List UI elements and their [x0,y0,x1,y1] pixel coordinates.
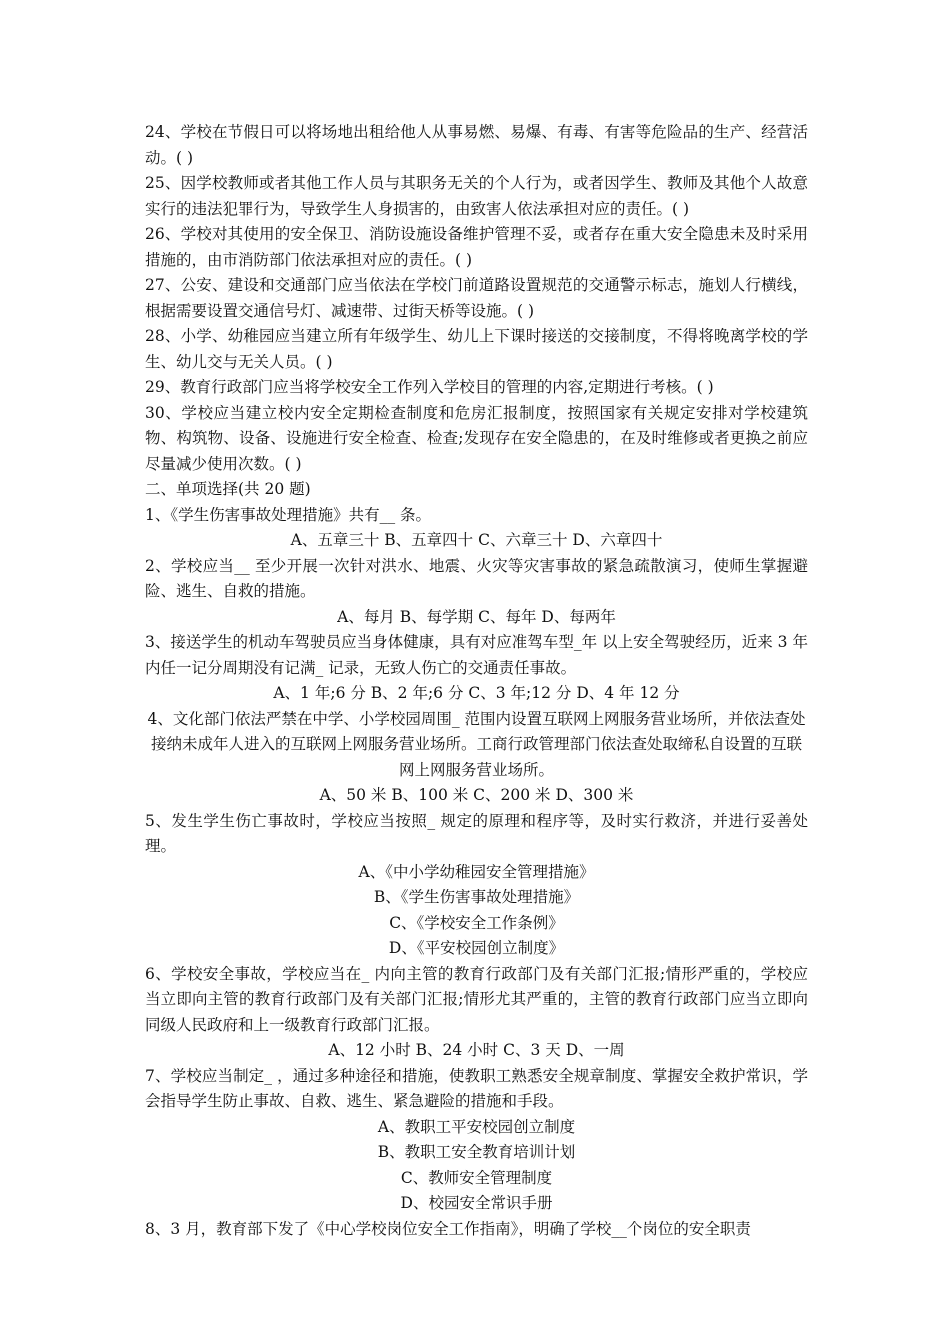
choice-options-6: A、12 小时 B、24 小时 C、3 天 D、一周 [328,1041,625,1059]
choice-question-6: 6、学校安全事故，学校应当在_ 内向主管的教育行政部门及有关部门汇报;情形严重的，学校应当立即向主管的教育行政部门及有关部门汇报;情形尤其严重的，主管的教育行政部门应当立即向同级人民政府和上一级教育行政部门汇报。 [145,964,808,1034]
choice-question-8: 8、3 月，教育部下发了《中心学校岗位安全工作指南》，明确了学校__个岗位的安全职责 [145,1219,751,1238]
choice-option-7c: C、教师安全管理制度 [400,1168,553,1187]
question-25: 25、因学校教师或者其他工作人员与其职务无关的个人行为，或者因学生、教师及其他个人故意实行的违法犯罪行为，导致学生人身损害的，由致害人依法承担对应的责任。( ) [145,174,808,218]
choice-option-5d: D、《平安校园创立制度》 [388,939,565,957]
choice-option-7a: A、教职工平安校园创立制度 [377,1117,576,1136]
choice-option-7d: D、校园安全常识手册 [400,1194,553,1212]
choice-question-1: 1、《学生伤害事故处理措施》共有__ 条。 [145,505,432,524]
choice-question-3: 3、接送学生的机动车驾驶员应当身体健康，具有对应准驾车型_年 以上安全驾驶经历，近来 3 年内任一记分周期没有记满_ 记录，无致人伤亡的交通责任事故。 [145,633,808,677]
choice-options-2: A、每月 B、每学期 C、每年 D、每两年 [337,607,616,626]
choice-options-4: A、50 米 B、100 米 C、200 米 D、300 米 [319,786,634,804]
choice-options-3: A、1 年;6 分 B、2 年;6 分 C、3 年;12 分 D、4 年 12 分 [273,684,680,702]
choice-option-5a: A、《中小学幼稚园安全管理措施》 [358,862,595,881]
question-29: 29、教育行政部门应当将学校安全工作列入学校目的管理的内容,定期进行考核。( ) [145,378,714,396]
choice-question-7: 7、学校应当制定_ ，通过多种途径和措施，使教职工熟悉安全规章制度、掌握安全救护常识，学会指导学生防止事故、自救、逃生、紧急避险的措施和手段。 [145,1066,808,1110]
question-27: 27、公安、建设和交通部门应当依法在学校门前道路设置规范的交通警示标志，施划人行横线，根据需要设置交通信号灯、减速带、过街天桥等设施。( ) [145,276,808,320]
question-28: 28、小学、幼稚园应当建立所有年级学生、幼儿上下课时接送的交接制度，不得将晚离学校的学生、幼儿交与无关人员。( ) [145,327,808,371]
document-page [145,120,808,1242]
choice-options-1: A、五章三十 B、五章四十 C、六章三十 D、六章四十 [290,531,663,549]
choice-question-2: 2、学校应当__ 至少开展一次针对洪水、地震、火灾等灾害事故的紧急疏散演习，使师生掌握避险、逃生、自救的措施。 [145,556,808,600]
choice-question-4: 4、文化部门依法严禁在中学、小学校园周围_ 范围内设置互联网上网服务营业场所，并依法查处接纳未成年人进入的互联网上网服务营业场所。工商行政管理部门依法查处取缔私自设置的互联网上网服务营业场所。 [147,709,806,779]
choice-option-7b: B、教职工安全教育培训计划 [377,1143,576,1161]
question-30: 30、学校应当建立校内安全定期检查制度和危房汇报制度，按照国家有关规定安排对学校建筑物、构筑物、设备、设施进行安全检查、检查;发现存在安全隐患的，在及时维修或者更换之前应尽量减少使用次数。( ) [145,403,808,473]
question-24: 24、学校在节假日可以将场地出租给他人从事易燃、易爆、有毒、有害等危险品的生产、经营活动。( ) [145,123,808,167]
choice-question-5: 5、发生学生伤亡事故时，学校应当按照_ 规定的原理和程序等，及时实行救济，并进行妥善处理。 [145,811,808,855]
question-26: 26、学校对其使用的安全保卫、消防设施设备维护管理不妥，或者存在重大安全隐患未及时采用措施的，由市消防部门依法承担对应的责任。( ) [145,225,808,269]
section-heading: 二、单项选择(共 20 题) [145,480,311,498]
choice-option-5c: C、《学校安全工作条例》 [389,913,564,932]
choice-option-5b: B、《学生伤害事故处理措施》 [373,888,580,906]
